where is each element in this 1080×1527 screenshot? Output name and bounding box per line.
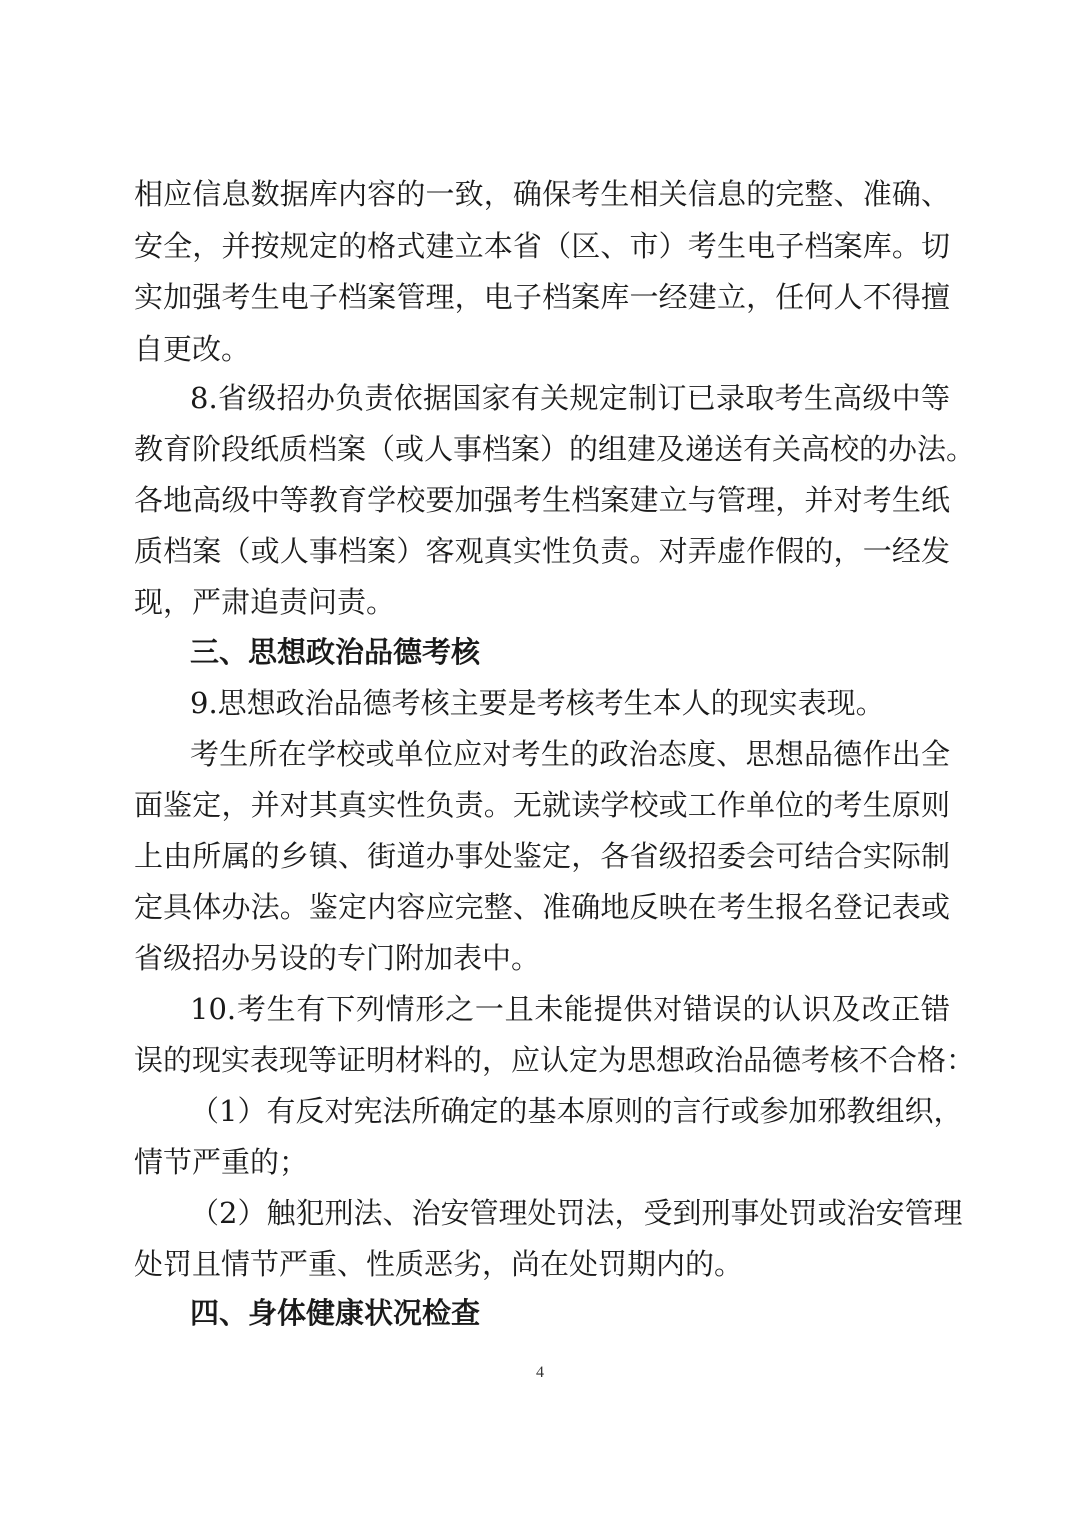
text-line: 定具体办法。鉴定内容应完整、准确地反映在考生报名登记表或 — [134, 890, 950, 924]
text-line: 相应信息数据库内容的一致，确保考生相关信息的完整、准确、 — [134, 177, 950, 211]
text-line: 教育阶段纸质档案（或人事档案）的组建及递送有关高校的办法。 — [134, 432, 976, 466]
text-line: 安全，并按规定的格式建立本省（区、市）考生电子档案库。切 — [134, 229, 950, 263]
text-line: 处罚且情节严重、性质恶劣，尚在处罚期内的。 — [134, 1247, 744, 1281]
text-line: 面鉴定，并对其真实性负责。无就读学校或工作单位的考生原则 — [134, 788, 950, 822]
text-line: 考生所在学校或单位应对考生的政治态度、思想品德作出全 — [190, 737, 950, 771]
section-heading: 四、身体健康状况检查 — [190, 1296, 481, 1330]
section-heading: 三、思想政治品德考核 — [190, 635, 481, 669]
text-line: 9.思想政治品德考核主要是考核考生本人的现实表现。 — [190, 686, 885, 720]
text-line: 上由所属的乡镇、街道办事处鉴定，各省级招委会可结合实际制 — [134, 839, 950, 873]
text-line: （2）触犯刑法、治安管理处罚法，受到刑事处罚或治安管理 — [190, 1196, 963, 1230]
text-line: 实加强考生电子档案管理，电子档案库一经建立，任何人不得擅 — [134, 280, 950, 314]
text-line: 现，严肃追责问责。 — [134, 585, 396, 619]
text-line: 自更改。 — [134, 332, 251, 366]
text-line: 质档案（或人事档案）客观真实性负责。对弄虚作假的，一经发 — [134, 534, 950, 568]
text-line: 10.考生有下列情形之一且未能提供对错误的认识及改正错 — [190, 992, 950, 1026]
text-line: 省级招办另设的专门附加表中。 — [134, 941, 541, 975]
text-line: 误的现实表现等证明材料的，应认定为思想政治品德考核不合格： — [134, 1043, 976, 1077]
text-line: 8.省级招办负责依据国家有关规定制订已录取考生高级中等 — [190, 381, 950, 415]
page-number: 4 — [536, 1364, 544, 1381]
text-line: （1）有反对宪法所确定的基本原则的言行或参加邪教组织， — [190, 1094, 963, 1128]
text-line: 情节严重的； — [134, 1145, 309, 1179]
text-line: 各地高级中等教育学校要加强考生档案建立与管理，并对考生纸 — [134, 483, 950, 517]
